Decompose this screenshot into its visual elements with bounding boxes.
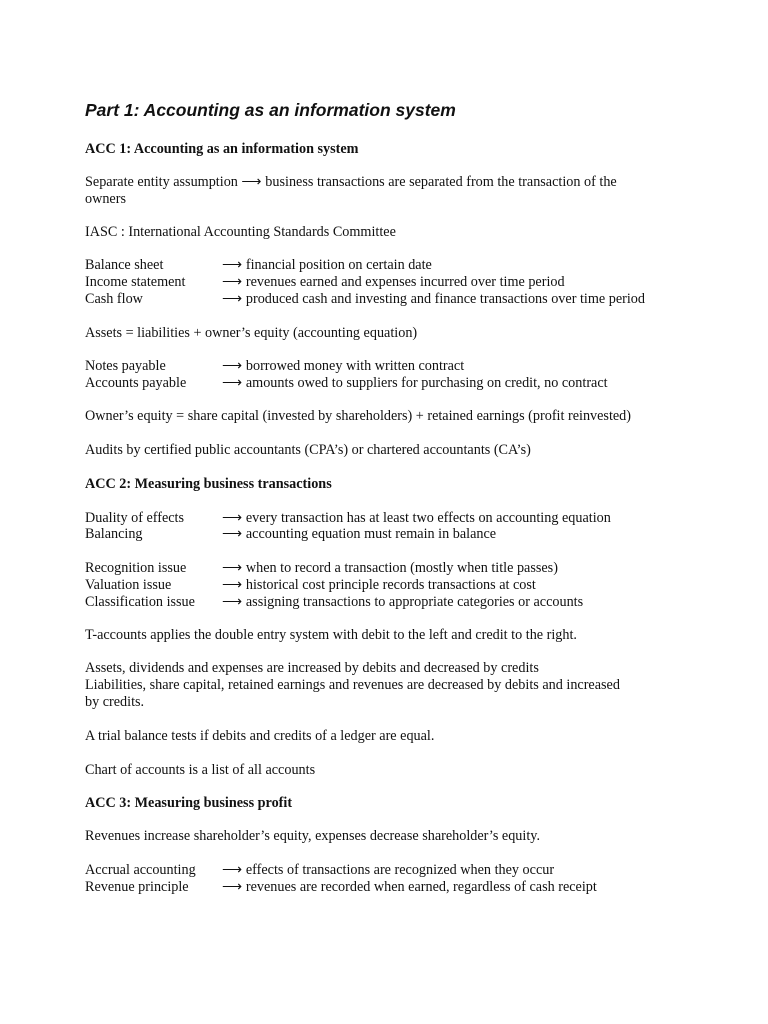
definition-term: Classification issue: [85, 594, 195, 610]
definition-term: Revenue principle: [85, 879, 189, 895]
iasc-line: IASC : International Accounting Standards Committee: [85, 224, 396, 240]
definition-text: ⟶ accounting equation must remain in balance: [222, 526, 497, 542]
definition-text: ⟶ every transaction has at least two effects on accounting equation: [222, 510, 611, 526]
definition-term: Recognition issue: [85, 560, 187, 576]
section-heading-acc1: ACC 1: Accounting as an information system: [85, 141, 359, 157]
definition-row: [85, 862, 554, 879]
definition-text: ⟶ financial position on certain date: [222, 257, 432, 273]
definition-text: ⟶ effects of transactions are recognized when they occur: [222, 862, 555, 878]
definition-text: ⟶ amounts owed to suppliers for purchasing on credit, no contract: [222, 375, 608, 391]
definition-term: Accrual accounting: [85, 862, 196, 878]
definition-term: Balance sheet: [85, 257, 164, 273]
accounting-equation-line: Assets = liabilities + owner’s equity (accounting equation): [85, 325, 418, 341]
definition-term: Income statement: [85, 274, 186, 290]
t-accounts-line: T-accounts applies the double entry system with debit to the left and credit to the right.: [85, 627, 577, 643]
liabilities-line-1: Liabilities, share capital, retained earnings and revenues are decreased by debits and increased: [85, 677, 620, 693]
definition-term: Balancing: [85, 526, 143, 542]
definition-row: [85, 375, 608, 392]
definition-text: ⟶ produced cash and investing and finance transactions over time period: [222, 291, 645, 307]
revenues-equity-line: Revenues increase shareholder’s equity, expenses decrease shareholder’s equity.: [85, 828, 541, 844]
trial-balance-line: A trial balance tests if debits and credits of a ledger are equal.: [85, 728, 435, 744]
audits-line: Audits by certified public accountants (CPA’s) or chartered accountants (CA’s): [85, 442, 531, 458]
definition-row: [85, 358, 464, 375]
separate-entity-line-2: owners: [85, 191, 126, 207]
definition-text: ⟶ historical cost principle records transactions at cost: [222, 577, 536, 593]
definition-row: [85, 577, 536, 594]
definition-row: [85, 274, 565, 291]
definition-row: [85, 560, 558, 577]
document-title: Part 1: Accounting as an information system: [85, 100, 456, 120]
chart-of-accounts-line: Chart of accounts is a list of all accounts: [85, 762, 316, 778]
definition-row: [85, 526, 496, 543]
definition-row: [85, 291, 645, 308]
definition-row: [85, 594, 583, 611]
definition-term: Cash flow: [85, 291, 143, 307]
definition-term: Notes payable: [85, 358, 166, 374]
definition-term: Valuation issue: [85, 577, 172, 593]
separate-entity-line-1: Separate entity assumption ⟶ business transactions are separated from the transaction of the: [85, 174, 617, 190]
definition-term: Accounts payable: [85, 375, 187, 391]
assets-debit-line: Assets, dividends and expenses are increased by debits and decreased by credits: [85, 660, 539, 676]
definition-text: ⟶ borrowed money with written contract: [222, 358, 465, 374]
definition-text: ⟶ assigning transactions to appropriate categories or accounts: [222, 594, 584, 610]
definition-row: [85, 510, 611, 527]
definition-term: Duality of effects: [85, 510, 185, 526]
section-heading-acc2: ACC 2: Measuring business transactions: [85, 476, 332, 492]
owners-equity-line: Owner’s equity = share capital (invested by shareholders) + retained earnings (profit reinvested): [85, 408, 632, 424]
definition-text: ⟶ revenues are recorded when earned, regardless of cash receipt: [222, 879, 597, 895]
definition-row: [85, 879, 597, 896]
definition-text: ⟶ revenues earned and expenses incurred over time period: [222, 274, 565, 290]
definition-text: ⟶ when to record a transaction (mostly when title passes): [222, 560, 558, 576]
liabilities-line-2: by credits.: [85, 694, 145, 710]
definition-row: [85, 257, 432, 274]
section-heading-acc3: ACC 3: Measuring business profit: [85, 795, 293, 811]
